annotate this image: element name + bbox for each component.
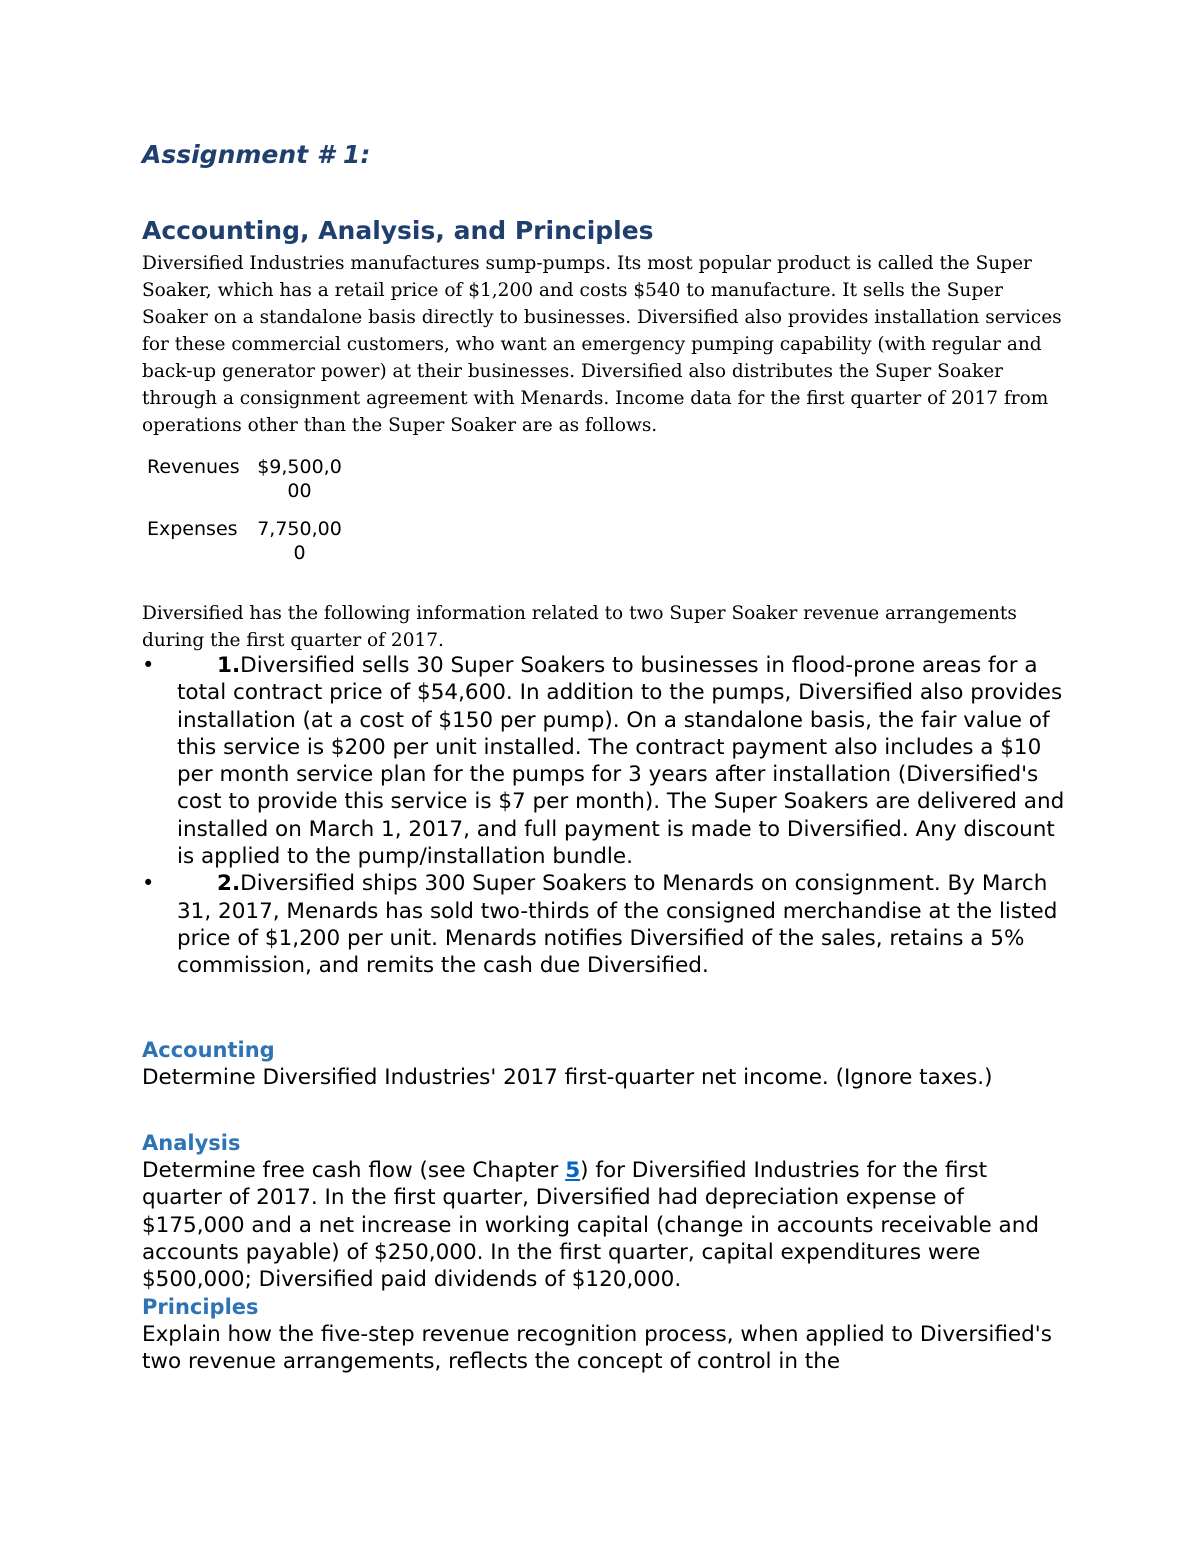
item-text: Diversified ships 300 Super Soakers to Menards on consignment. By March 31, 2017, Menards has sold two-thirds of the consigned merchandise at the listed price of $1,200 per unit. Menards notifies Diversified of the sales, retains a 5% commission, and remits the cash due Diversified. — [177, 871, 1058, 979]
list-item — [142, 652, 1072, 870]
principles-heading: Principles — [142, 1295, 259, 1319]
analysis-body — [142, 1157, 1072, 1293]
revenues-label: Revenues — [147, 456, 240, 478]
principles-body: Explain how the five-step revenue recognition process, when applied to Diversified's two revenue arrangements, reflects the concept of control in the — [142, 1322, 1052, 1375]
list-item — [142, 870, 1072, 979]
analysis-heading: Analysis — [142, 1131, 241, 1155]
income-table — [147, 455, 347, 565]
chapter-link[interactable]: 5 — [565, 1158, 581, 1183]
expenses-label: Expenses — [147, 518, 238, 540]
item-number: 1. — [217, 653, 241, 678]
page-title: Accounting, Analysis, and Principles — [142, 216, 654, 245]
intro-paragraph: Diversified Industries manufactures sump-pumps. Its most popular product is called the Super Soaker, which has a retail price of $1,200 and costs $540 to manufacture. It sells the Super Soaker on a standalone basis directly to businesses. Diversified also provides installation services for these commercial customers, who want an emergency pumping capability (with regular and back-up generator power) at their businesses. Diversified also distributes the Super Soaker through a consignment agreement with Menards. Income data for the first quarter of 2017 from operations other than the Super Soaker are as follows. — [142, 253, 1062, 436]
analysis-text-end: ) for Diversified Industries for the first quarter of 2017. In the first quarter, Diversified had depreciation expense of $175,000 and a net increase in working capital (change in accounts receivable and accounts payable) of $250,000. In the first quarter, capital expenditures were $500,000; Diversified paid dividends of $120,000. — [142, 1158, 1039, 1293]
item-text: Diversified sells 30 Super Soakers to businesses in flood-prone areas for a total contract price of $54,600. In addition to the pumps, Diversified also provides installation (at a cost of $150 per pump). On a standalone basis, the fair value of this service is $200 per unit installed. The contract payment also includes a $10 per month service plan for the pumps for 3 years after installation (Diversified's cost to provide this service is $7 per month). The Super Soakers are delivered and installed on March 1, 2017, and full payment is made to Diversified. Any discount is applied to the pump/installation bundle. — [177, 653, 1065, 870]
item-number: 2. — [217, 871, 241, 897]
expenses-value: 7,750,000 — [257, 518, 342, 564]
arrangements-list — [142, 652, 1072, 980]
arrangements-intro: Diversified has the following information related to two Super Soaker revenue arrangements during the first quarter of 2017. — [142, 603, 1017, 651]
table-row — [147, 517, 347, 565]
assignment-title: Assignment # 1: — [142, 140, 371, 169]
revenues-value: $9,500,000 — [257, 456, 342, 502]
table-row — [147, 455, 347, 503]
accounting-body: Determine Diversified Industries' 2017 first-quarter net income. (Ignore taxes.) — [142, 1065, 993, 1090]
analysis-text-start: Determine free cash flow (see Chapter — [142, 1158, 566, 1183]
accounting-heading: Accounting — [142, 1038, 275, 1062]
bullet-icon: • — [142, 871, 155, 896]
bullet-icon: • — [142, 653, 155, 677]
